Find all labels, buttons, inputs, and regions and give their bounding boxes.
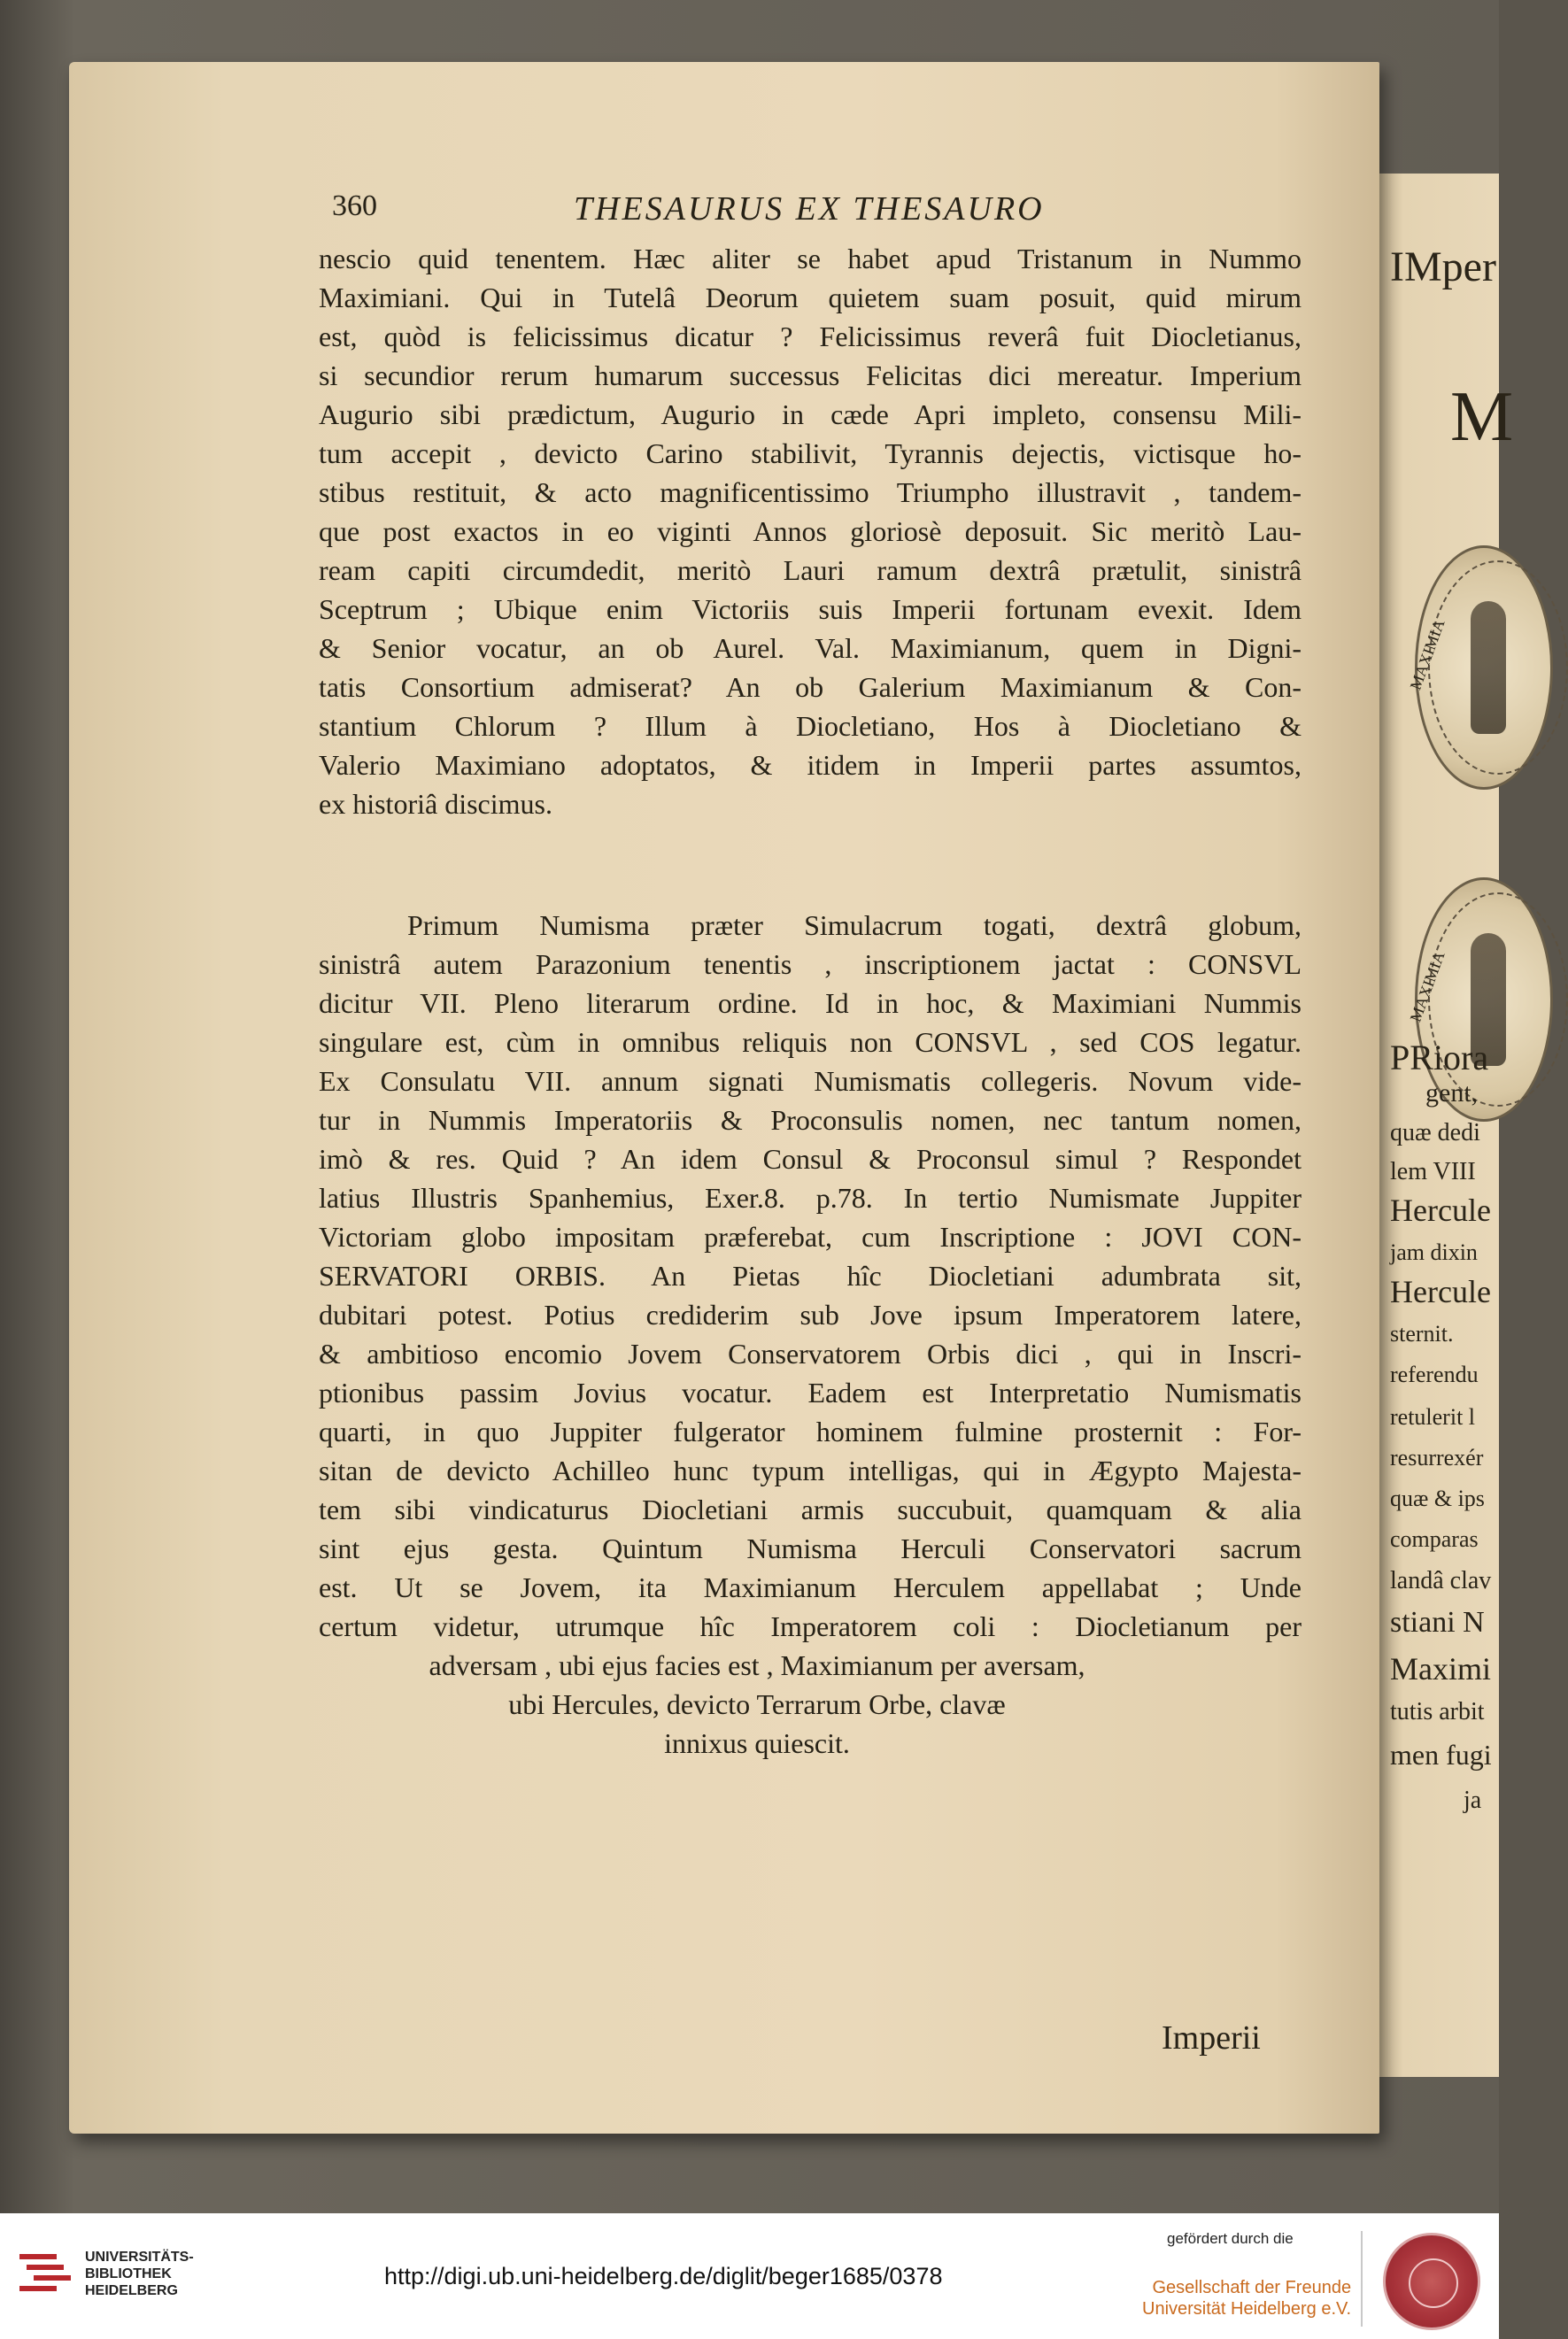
- facing-line: lem VIII: [1390, 1158, 1476, 1185]
- facing-line: men fugi: [1390, 1739, 1492, 1771]
- catchword: Imperii: [1162, 2019, 1261, 2057]
- society-name-line: Universität Heidelberg e.V.: [1142, 2299, 1352, 2319]
- facing-line: Hercule: [1390, 1274, 1491, 1309]
- coin-legend: MAXIMIA: [1406, 616, 1448, 692]
- text-line: dicitur VII. Pleno literarum ordine. Id in hoc, & Maximiani Nummis: [319, 987, 1302, 1019]
- permalink-url[interactable]: http://digi.ub.uni-heidelberg.de/diglit/beger1685/0378: [384, 2263, 943, 2289]
- library-name: [85, 2249, 194, 2299]
- text-line: certum videtur, utrumque hîc Imperatorem coli : Diocletianum per: [319, 1610, 1302, 1642]
- facing-line: gent,: [1425, 1078, 1479, 1108]
- coin-legend: MAXIMIA: [1406, 948, 1448, 1024]
- text-line: adversam , ubi ejus facies est , Maximianum per aversam,: [429, 1649, 1085, 1681]
- text-line: Sceptrum ; Ubique enim Victoriis suis Imperii fortunam evexit. Idem: [319, 593, 1302, 625]
- text-line: Maximiani. Qui in Tutelâ Deorum quietem suam posuit, quid mirum: [319, 282, 1302, 313]
- facing-line: jam dixin: [1390, 1239, 1478, 1265]
- library-name-line: UNIVERSITÄTS-: [85, 2250, 194, 2265]
- text-line: ex historiâ discimus.: [319, 788, 552, 820]
- text-line: ubi Hercules, devicto Terrarum Orbe, clavæ: [508, 1688, 1006, 1720]
- text-line: ream capiti circumdedit, meritò Lauri ramum dextrâ prætulit, sinistrâ: [319, 554, 1302, 586]
- text-line: Primum Numisma præter Simulacrum togati, dextrâ globum,: [407, 909, 1302, 941]
- facing-line: quæ & ips: [1390, 1486, 1485, 1511]
- text-line: sitan de devicto Achilleo hunc typum intelligas, qui in Ægypto Majesta-: [319, 1455, 1302, 1486]
- text-line: que post exactos in eo viginti Annos gloriosè deposuit. Sic meritò Lau-: [319, 515, 1302, 547]
- paragraph-1: [319, 243, 1302, 827]
- running-title: THESAURUS EX THESAURO: [574, 190, 1045, 228]
- text-line: dubitari potest. Potius crediderim sub Jove ipsum Imperatorem latere,: [319, 1299, 1302, 1331]
- text-line: stantium Chlorum ? Illum à Diocletiano, Hos à Diocletiano &: [319, 710, 1302, 742]
- text-line: tem sibi vindicaturus Diocletiani armis succubuit, quamquam & alia: [319, 1494, 1302, 1525]
- text-line: est. Ut se Jovem, ita Maximianum Herculem appellabat ; Unde: [319, 1571, 1302, 1603]
- society-name-line: Gesellschaft der Freunde: [1152, 2278, 1352, 2297]
- facing-line: stiani N: [1390, 1606, 1485, 1639]
- text-line: tum accepit , devicto Carino stabilivit, Tyrannis dejectis, victisque ho-: [319, 437, 1302, 469]
- facing-page: [1379, 174, 1514, 2077]
- text-line: imò & res. Quid ? An idem Consul & Proconsul simul ? Respondet: [319, 1143, 1302, 1175]
- footer-divider: [1361, 2231, 1363, 2327]
- facing-line: IMper: [1390, 243, 1496, 290]
- coin-image: [1406, 545, 1553, 790]
- text-line: tur in Nummis Imperatoriis & Proconsulis nomen, nec tantum nomen,: [319, 1104, 1302, 1136]
- facing-line: resurrexér: [1390, 1445, 1484, 1471]
- text-line: quarti, in quo Juppiter fulgerator hominem fulmine prosternit : For-: [319, 1416, 1302, 1447]
- text-line: Ex Consulatu VII. annum signati Numismatis collegeris. Novum vide-: [319, 1065, 1302, 1097]
- facing-line: quæ dedi: [1390, 1119, 1480, 1146]
- library-name-line: BIBLIOTHEK: [85, 2266, 172, 2281]
- facing-line: M: [1450, 378, 1514, 456]
- text-line: innixus quiescit.: [664, 1727, 850, 1759]
- facing-line: sternit.: [1390, 1321, 1454, 1347]
- text-line: ptionibus passim Jovius vocatur. Eadem est Interpretatio Numismatis: [319, 1377, 1302, 1409]
- university-seal-icon: [1383, 2233, 1480, 2330]
- text-line: & Senior vocatur, an ob Aurel. Val. Maximianum, quem in Digni-: [319, 632, 1302, 664]
- text-line: tatis Consortium admiserat? An ob Galerium Maximianum & Con-: [319, 671, 1302, 703]
- facing-line: ja: [1464, 1787, 1482, 1814]
- text-line: sint ejus gesta. Quintum Numisma Herculi Conservatori sacrum: [319, 1532, 1302, 1564]
- facing-line: PRiora: [1390, 1038, 1489, 1077]
- text-line: Victoriam globo impositam præferebat, cum Inscriptione : JOVI CON-: [319, 1221, 1302, 1253]
- facing-line: retulerit l: [1390, 1404, 1476, 1430]
- text-line: nescio quid tenentem. Hæc aliter se habet apud Tristanum in Nummo: [319, 243, 1302, 274]
- text-line: stibus restituit, & acto magnificentissimo Triumpho illustravit , tandem-: [319, 476, 1302, 508]
- facing-line: landâ clav: [1390, 1567, 1492, 1594]
- page-number: 360: [332, 189, 377, 222]
- text-line: Valerio Maximiano adoptatos, & itidem in Imperii partes assumtos,: [319, 749, 1302, 781]
- facing-line: tutis arbit: [1390, 1698, 1485, 1725]
- society-name[interactable]: [1142, 2277, 1351, 2320]
- text-line: est, quòd is felicissimus dicatur ? Felicissimus reverâ fuit Diocletianus,: [319, 320, 1302, 352]
- facing-line: referendu: [1390, 1362, 1479, 1387]
- facing-line: Maximi: [1390, 1651, 1491, 1687]
- facing-line: comparas: [1390, 1526, 1479, 1552]
- text-line: si secundior rerum humarum successus Felicitas dici mereatur. Imperium: [319, 359, 1302, 391]
- library-name-line: HEIDELBERG: [85, 2283, 178, 2298]
- text-line: SERVATORI ORBIS. An Pietas hîc Diocletiani adumbrata sit,: [319, 1260, 1302, 1292]
- funded-by-label: gefördert durch die: [1167, 2230, 1294, 2247]
- paragraph-2: [319, 909, 1302, 1766]
- text-line: Augurio sibi prædictum, Augurio in cæde Apri impleto, consensu Mili-: [319, 398, 1302, 430]
- facing-line: Hercule: [1390, 1193, 1491, 1228]
- text-line: singulare est, cùm in omnibus reliquis non CONSVL , sed COS legatur.: [319, 1026, 1302, 1058]
- library-logo-icon: [19, 2247, 71, 2298]
- text-line: latius Illustris Spanhemius, Exer.8. p.78. In tertio Numismate Juppiter: [319, 1182, 1302, 1214]
- text-line: sinistrâ autem Parazonium tenentis , inscriptionem jactat : CONSVL: [319, 948, 1302, 980]
- text-line: & ambitioso encomio Jovem Conservatorem Orbis dici , qui in Inscri-: [319, 1338, 1302, 1370]
